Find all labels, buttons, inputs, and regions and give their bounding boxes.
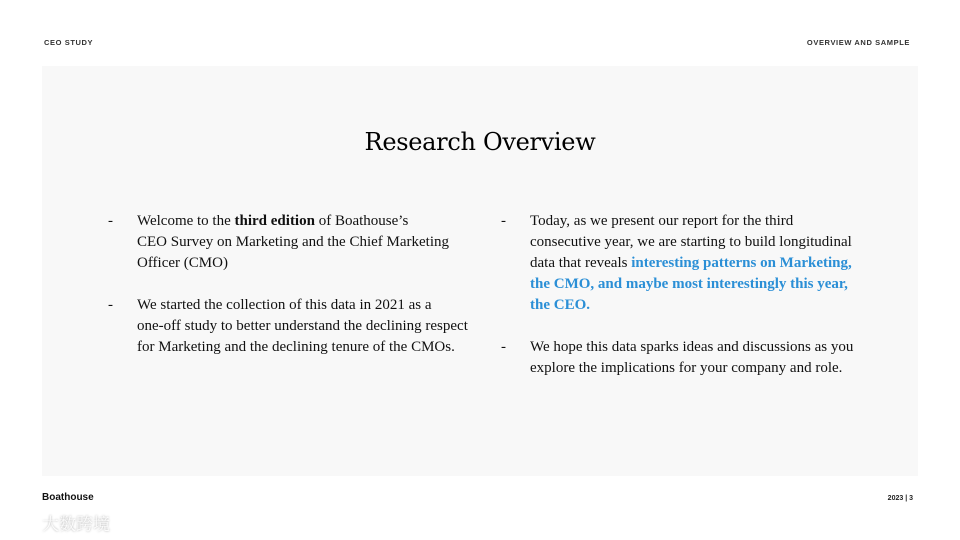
header-section-label: OVERVIEW AND SAMPLE	[806, 38, 910, 47]
watermark-text: 大数跨境	[42, 515, 110, 535]
highlight-line: the CEO.	[530, 297, 590, 313]
header-study-label: CEO STUDY	[44, 38, 94, 47]
bullet-dash: -	[501, 339, 506, 355]
text-span: Welcome to the	[137, 213, 235, 229]
bullet-line: We hope this data sparks ideas and discussions as you	[530, 339, 854, 355]
bullet-item	[501, 337, 881, 379]
bullet-dash: -	[108, 297, 113, 313]
bullet-dash: -	[501, 213, 506, 229]
left-column	[108, 211, 488, 379]
bullet-line: for Marketing and the declining tenure of the CMOs.	[137, 339, 455, 355]
watermark	[8, 510, 110, 535]
content-panel	[42, 66, 918, 476]
brand-logo: Boathouse	[42, 492, 94, 503]
bullet-line: consecutive year, we are starting to build longitudinal	[530, 234, 852, 250]
right-column	[501, 211, 881, 400]
bullet-line	[530, 253, 881, 274]
bullet-line: one-off study to better understand the declining respect	[137, 318, 468, 334]
highlight-text: interesting patterns on Marketing,	[631, 255, 852, 271]
bold-text: third edition	[234, 213, 315, 229]
bullet-item	[501, 211, 881, 316]
highlight-line: the CMO, and maybe most interestingly this year,	[530, 276, 848, 292]
bullet-line	[137, 211, 488, 232]
watermark-logo-icon	[8, 514, 38, 532]
page-title: Research Overview	[364, 128, 596, 156]
year-page-number: 2023 | 3	[887, 495, 913, 502]
bullet-line: CEO Survey on Marketing and the Chief Marketing	[137, 234, 450, 250]
text-span: data that reveals	[530, 255, 632, 271]
bullet-line: Today, as we present our report for the third	[530, 213, 794, 229]
bullet-line: explore the implications for your company and role.	[530, 360, 843, 376]
bullet-line: We started the collection of this data in 2021 as a	[137, 297, 432, 313]
bullet-line: Officer (CMO)	[137, 255, 228, 271]
bullet-dash: -	[108, 213, 113, 229]
bullet-item	[108, 211, 488, 274]
text-span: of Boathouse’s	[314, 213, 409, 229]
bullet-item	[108, 295, 488, 358]
